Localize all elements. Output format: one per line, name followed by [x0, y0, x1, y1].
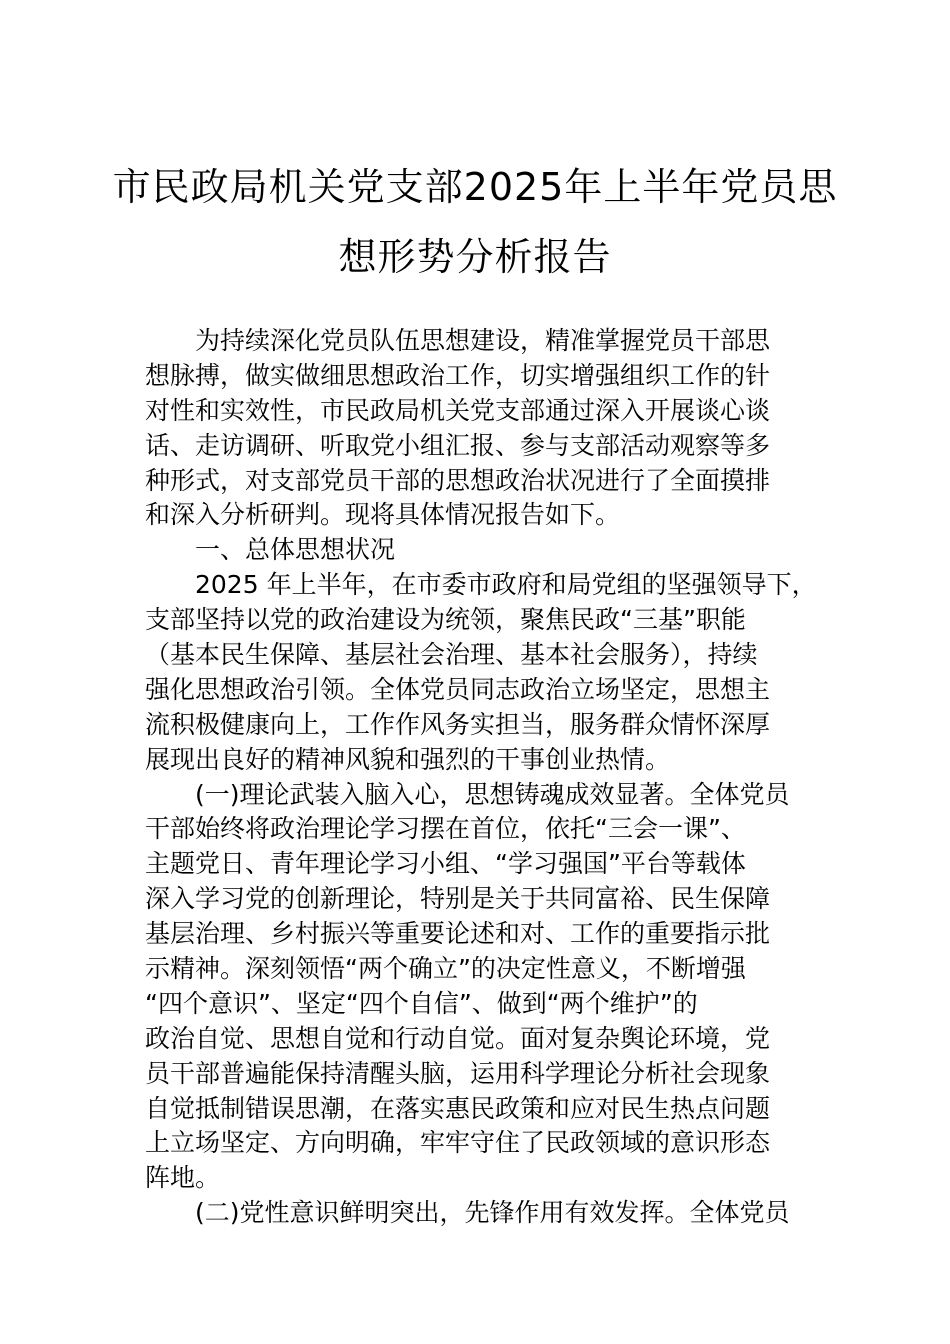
- document-title-line-1: 市民政局机关党支部2025年上半年党员思: [112, 165, 838, 209]
- body-text-line: 2025 年上半年，在市委市政府和局党组的坚强领导下，: [195, 570, 817, 600]
- body-text-line: 示精神。深刻领悟“两个确立”的决定性意义，不断增强: [145, 954, 746, 984]
- body-text-line: 主题党日、青年理论学习小组、“学习强国”平台等载体: [145, 849, 746, 879]
- body-text-line: “四个意识”、坚定“四个自信”、做到“两个维护”的: [145, 988, 698, 1018]
- body-text-line: 话、走访调研、听取党小组汇报、参与支部活动观察等多: [145, 430, 771, 460]
- body-text-line: 阵地。: [145, 1163, 221, 1193]
- body-text-line: 干部始终将政治理论学习摆在首位，依托“三会一课”、: [145, 814, 746, 844]
- document-title-line-2: 想形势分析报告: [338, 235, 612, 279]
- body-text-line: 支部坚持以党的政治建设为统领，聚焦民政“三基”职能: [145, 605, 746, 635]
- body-text-line: 为持续深化党员队伍思想建设，精准掌握党员干部思: [195, 326, 771, 355]
- body-text-line: 展现出良好的精神风貌和强烈的干事创业热情。: [145, 744, 671, 774]
- document-body: [145, 324, 815, 1231]
- body-text-line: 基层治理、乡村振兴等重要论述和对、工作的重要指示批: [145, 919, 771, 949]
- body-text-line: 政治自觉、思想自觉和行动自觉。面对复杂舆论环境，党: [145, 1023, 771, 1053]
- body-text-line: 强化思想政治引领。全体党员同志政治立场坚定，思想主: [145, 674, 771, 704]
- body-text-line: 深入学习党的创新理论，特别是关于共同富裕、民生保障: [145, 884, 771, 914]
- body-text-line: 上立场坚定、方向明确，牢牢守住了民政领域的意识形态: [145, 1128, 771, 1158]
- body-text-line: 流积极健康向上，工作作风务实担当，服务群众情怀深厚: [145, 709, 771, 739]
- body-text-line: 对性和实效性，市民政局机关党支部通过深入开展谈心谈: [145, 395, 771, 425]
- body-text-line: 种形式，对支部党员干部的思想政治状况进行了全面摸排: [145, 465, 771, 495]
- body-text-line: 和深入分析研判。现将具体情况报告如下。: [145, 500, 621, 530]
- body-text-line: （基本民生保障、基层社会治理、基本社会服务），持续: [145, 640, 758, 670]
- body-text-line: (一)理论武装入脑入心，思想铸魂成效显著。全体党员: [195, 779, 790, 809]
- body-text-line: 自觉抵制错误思潮，在落实惠民政策和应对民生热点问题: [145, 1093, 771, 1123]
- body-text-line: (二)党性意识鲜明突出，先锋作用有效发挥。全体党员: [195, 1198, 790, 1228]
- body-text-line: 员干部普遍能保持清醒头脑，运用科学理论分析社会现象: [145, 1058, 771, 1088]
- body-text-line: 一、总体思想状况: [195, 535, 396, 565]
- body-text-line: 想脉搏，做实做细思想政治工作，切实增强组织工作的针: [145, 360, 771, 390]
